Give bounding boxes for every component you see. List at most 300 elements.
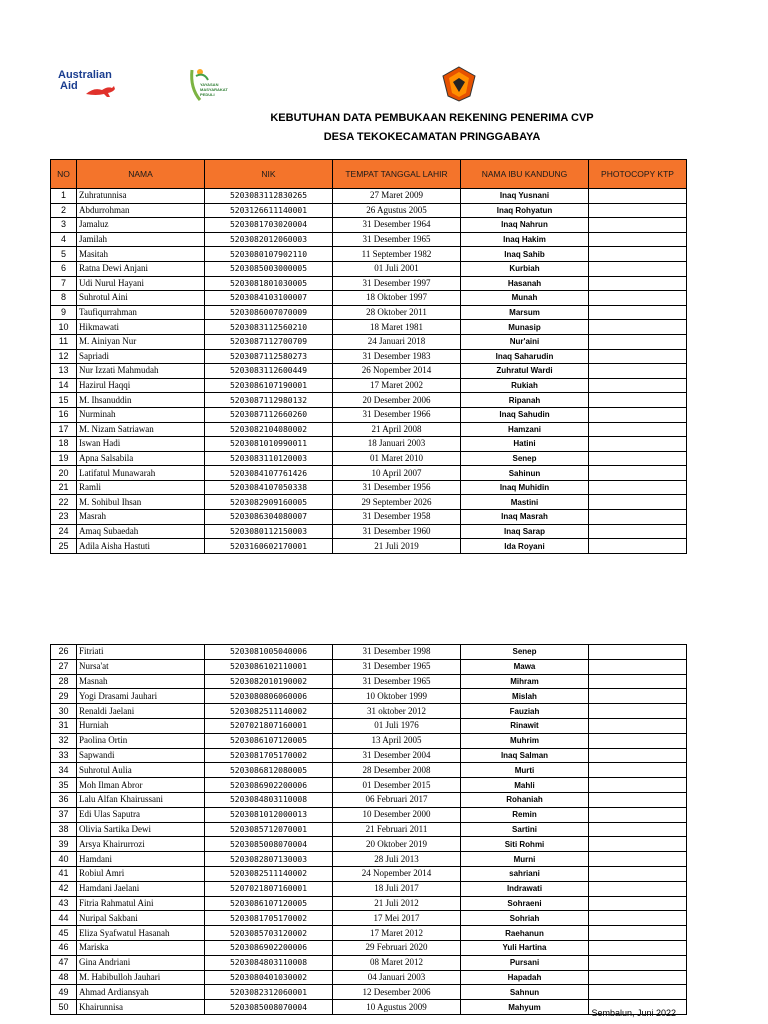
cell-ibu: Indrawati (461, 881, 589, 896)
table-row (51, 689, 687, 704)
cell-nama: Fitria Rahmatul Aini (77, 896, 205, 911)
cell-nama: Nur Izzati Mahmudah (77, 364, 205, 379)
cell-ttl: 29 Februari 2020 (333, 940, 461, 955)
cell-no: 48 (51, 970, 77, 985)
cell-no: 27 (51, 659, 77, 674)
cell-ibu: Murti (461, 763, 589, 778)
cell-nama: Mariska (77, 940, 205, 955)
cell-no: 34 (51, 763, 77, 778)
cell-no: 31 (51, 718, 77, 733)
cell-ttl: 01 Maret 2010 (333, 451, 461, 466)
cell-nama: Masnah (77, 674, 205, 689)
cell-ttl: 10 Desember 2000 (333, 807, 461, 822)
cell-ibu: Zuhratul Wardi (461, 364, 589, 379)
cell-no: 16 (51, 407, 77, 422)
cell-no: 36 (51, 792, 77, 807)
cell-no: 40 (51, 852, 77, 867)
cell-nama: Yogi Drasami Jauhari (77, 689, 205, 704)
cell-ttl: 31 Desember 1965 (333, 659, 461, 674)
cell-ttl: 31 Desember 2004 (333, 748, 461, 763)
cell-ibu: Nur'aini (461, 334, 589, 349)
cell-ttl: 10 Oktober 1999 (333, 689, 461, 704)
cell-nama: Iswan Hadi (77, 437, 205, 452)
cell-nik: 5203083112600449 (205, 364, 333, 379)
table-row (51, 645, 687, 660)
cell-nik: 5203086107120005 (205, 733, 333, 748)
cell-nik: 5203082909160005 (205, 495, 333, 510)
cell-ttl: 31 Desember 1964 (333, 218, 461, 233)
cell-ttl: 06 Februari 2017 (333, 792, 461, 807)
cell-nik: 5203087112700709 (205, 334, 333, 349)
cell-ktp (589, 480, 687, 495)
cell-ibu: Inaq Rohyatun (461, 203, 589, 218)
cell-nama: M. Sohibul Ihsan (77, 495, 205, 510)
cell-ttl: 31 Desember 1966 (333, 407, 461, 422)
table-row (51, 247, 687, 262)
cell-no: 12 (51, 349, 77, 364)
cell-ktp (589, 881, 687, 896)
table-row (51, 261, 687, 276)
cell-nik: 5203081012000013 (205, 807, 333, 822)
cell-ktp (589, 674, 687, 689)
cell-ktp (589, 896, 687, 911)
cell-ibu: Munasip (461, 320, 589, 335)
cell-nik: 5203126611140001 (205, 203, 333, 218)
cell-ibu: Hamzani (461, 422, 589, 437)
cell-ktp (589, 645, 687, 660)
cell-no: 44 (51, 911, 77, 926)
cell-nik: 5203083110120003 (205, 451, 333, 466)
cell-ibu: sahriani (461, 866, 589, 881)
cell-nik: 5203081010990011 (205, 437, 333, 452)
table-row (51, 822, 687, 837)
cell-ktp (589, 866, 687, 881)
cell-ttl: 12 Desember 2006 (333, 985, 461, 1000)
cell-ibu: Murni (461, 852, 589, 867)
cell-ibu: Mislah (461, 689, 589, 704)
cell-ktp (589, 291, 687, 306)
table-row (51, 334, 687, 349)
cell-no: 8 (51, 291, 77, 306)
table-row (51, 881, 687, 896)
yayasan-text: YAYASAN MASYARAKAT PEDULI (200, 82, 228, 97)
table-row (51, 510, 687, 525)
cell-ttl: 27 Maret 2009 (333, 189, 461, 204)
cell-nama: Hurniah (77, 718, 205, 733)
cell-ibu: Senep (461, 451, 589, 466)
table-row (51, 305, 687, 320)
cell-ibu: Mihram (461, 674, 589, 689)
cell-ktp (589, 539, 687, 554)
cell-ibu: Mahyum (461, 1000, 589, 1015)
cell-no: 23 (51, 510, 77, 525)
cell-nama: Fitriati (77, 645, 205, 660)
cell-ttl: 28 Oktober 2011 (333, 305, 461, 320)
cell-ibu: Inaq Salman (461, 748, 589, 763)
beneficiary-table-part2 (50, 644, 687, 1015)
cell-ibu: Kurbiah (461, 261, 589, 276)
cell-no: 41 (51, 866, 77, 881)
cell-ttl: 31 Desember 1956 (333, 480, 461, 495)
cell-no: 15 (51, 393, 77, 408)
cell-ibu: Ida Royani (461, 539, 589, 554)
cell-ktp (589, 940, 687, 955)
cell-ttl: 24 Januari 2018 (333, 334, 461, 349)
cell-nama: Zuhratunnisa (77, 189, 205, 204)
cell-nama: Jamaluz (77, 218, 205, 233)
cell-no: 22 (51, 495, 77, 510)
table-row (51, 524, 687, 539)
table-row (51, 659, 687, 674)
cell-ktp (589, 659, 687, 674)
cell-ttl: 31 Desember 1965 (333, 232, 461, 247)
table-row (51, 733, 687, 748)
cell-ktp (589, 247, 687, 262)
cell-ktp (589, 852, 687, 867)
table-row (51, 763, 687, 778)
australian-aid-line1: Australian (58, 69, 112, 81)
cell-nik: 5203085712070001 (205, 822, 333, 837)
cell-ktp (589, 911, 687, 926)
table-row (51, 807, 687, 822)
place-date-footer: Sembalun, Juni 2022 (591, 1008, 676, 1018)
cell-nama: Ramli (77, 480, 205, 495)
col-header-no: NO (51, 160, 77, 189)
cell-ibu: Fauziah (461, 704, 589, 719)
col-header-nama: NAMA (77, 160, 205, 189)
cell-ttl: 01 Juli 1976 (333, 718, 461, 733)
cell-no: 47 (51, 955, 77, 970)
cell-ktp (589, 364, 687, 379)
table-row (51, 203, 687, 218)
table-row (51, 480, 687, 495)
cell-ttl: 31 Desember 1997 (333, 276, 461, 291)
cell-nik: 5203085008070004 (205, 1000, 333, 1015)
table-row (51, 792, 687, 807)
cell-nik: 5203082807130003 (205, 852, 333, 867)
cell-ttl: 01 Desember 2015 (333, 778, 461, 793)
cell-ibu: Rukiah (461, 378, 589, 393)
cell-ibu: Mastini (461, 495, 589, 510)
cell-no: 1 (51, 189, 77, 204)
cell-nik: 5203086812080005 (205, 763, 333, 778)
cell-ktp (589, 807, 687, 822)
cell-nama: Masrah (77, 510, 205, 525)
cell-nama: Gina Andriani (77, 955, 205, 970)
cell-nik: 5203081703020004 (205, 218, 333, 233)
cell-nama: Lalu Alfan Khairussani (77, 792, 205, 807)
cell-ttl: 28 Desember 2008 (333, 763, 461, 778)
cell-ktp (589, 378, 687, 393)
cell-ibu: Senep (461, 645, 589, 660)
cell-nama: Amaq Subaedah (77, 524, 205, 539)
cell-no: 4 (51, 232, 77, 247)
cell-no: 50 (51, 1000, 77, 1015)
cell-no: 38 (51, 822, 77, 837)
cell-ibu: Inaq Muhidin (461, 480, 589, 495)
cell-no: 6 (51, 261, 77, 276)
cell-nama: Nurminah (77, 407, 205, 422)
cell-ttl: 04 Januari 2003 (333, 970, 461, 985)
cell-nik: 5203086102110001 (205, 659, 333, 674)
cell-no: 2 (51, 203, 77, 218)
cell-no: 9 (51, 305, 77, 320)
cell-ibu: Hatini (461, 437, 589, 452)
cell-ibu: Inaq Sahudin (461, 407, 589, 422)
cell-ttl: 17 Maret 2012 (333, 926, 461, 941)
table-row (51, 837, 687, 852)
cell-nik: 5203083112830265 (205, 189, 333, 204)
cell-nama: Abdurrohman (77, 203, 205, 218)
cell-ttl: 01 Juli 2001 (333, 261, 461, 276)
cell-ktp (589, 422, 687, 437)
cell-nama: Renaldi Jaelani (77, 704, 205, 719)
cell-ttl: 17 Mei 2017 (333, 911, 461, 926)
cell-no: 19 (51, 451, 77, 466)
cell-nama: Udi Nurul Hayani (77, 276, 205, 291)
cell-nik: 5203160602170001 (205, 539, 333, 554)
cell-nik: 5203084803110008 (205, 792, 333, 807)
cell-no: 43 (51, 896, 77, 911)
table-row (51, 970, 687, 985)
table-row (51, 189, 687, 204)
cell-nik: 5203086304080007 (205, 510, 333, 525)
cell-ktp (589, 495, 687, 510)
cell-nik: 5203086902200006 (205, 778, 333, 793)
cell-no: 49 (51, 985, 77, 1000)
cell-ttl: 17 Maret 2002 (333, 378, 461, 393)
cell-nama: M. Ihsanuddin (77, 393, 205, 408)
cell-ibu: Sohriah (461, 911, 589, 926)
cell-ibu: Marsum (461, 305, 589, 320)
cell-ktp (589, 792, 687, 807)
cell-nama: Edi Ulas Saputra (77, 807, 205, 822)
cell-ttl: 31 oktober 2012 (333, 704, 461, 719)
cell-no: 3 (51, 218, 77, 233)
cell-nama: Sapwandi (77, 748, 205, 763)
cell-nik: 5203085003000005 (205, 261, 333, 276)
cell-ttl: 20 Desember 2006 (333, 393, 461, 408)
cell-nik: 5203080806060006 (205, 689, 333, 704)
cell-nama: Arsya Khairurrozi (77, 837, 205, 852)
cell-ktp (589, 718, 687, 733)
cell-nama: Jamilah (77, 232, 205, 247)
cell-no: 5 (51, 247, 77, 262)
cell-ibu: Hasanah (461, 276, 589, 291)
cell-ttl: 13 April 2005 (333, 733, 461, 748)
cell-nama: Latifatul Munawarah (77, 466, 205, 481)
table-row (51, 896, 687, 911)
cell-ktp (589, 778, 687, 793)
col-header-ttl: TEMPAT TANGGAL LAHIR (333, 160, 461, 189)
cell-ibu: Rinawit (461, 718, 589, 733)
document-subtitle: DESA TEKOKECAMATAN PRINGGABAYA (323, 131, 541, 143)
table-row (51, 926, 687, 941)
cell-ttl: 18 Juli 2017 (333, 881, 461, 896)
table-row (51, 349, 687, 364)
table-row (51, 437, 687, 452)
table-row (51, 718, 687, 733)
cell-no: 32 (51, 733, 77, 748)
cell-nama: Apna Salsabila (77, 451, 205, 466)
cell-ktp (589, 524, 687, 539)
cell-no: 25 (51, 539, 77, 554)
cell-ktp (589, 704, 687, 719)
cell-ttl: 29 September 2026 (333, 495, 461, 510)
cell-ttl: 10 Agustus 2009 (333, 1000, 461, 1015)
cell-nik: 5203087112660260 (205, 407, 333, 422)
table-header-row (51, 160, 687, 189)
cell-nik: 5203080401030002 (205, 970, 333, 985)
cell-ktp (589, 689, 687, 704)
cell-nama: Hazirul Haqqi (77, 378, 205, 393)
cell-ibu: Inaq Yusnani (461, 189, 589, 204)
cell-no: 13 (51, 364, 77, 379)
table-row (51, 704, 687, 719)
cell-nama: Adila Aisha Hastuti (77, 539, 205, 554)
cell-ktp (589, 926, 687, 941)
cell-nama: Suhrotul Aulia (77, 763, 205, 778)
cell-no: 17 (51, 422, 77, 437)
cell-ttl: 21 Februari 2011 (333, 822, 461, 837)
cell-ktp (589, 261, 687, 276)
cell-ttl: 26 Agustus 2005 (333, 203, 461, 218)
cell-ibu: Siti Rohmi (461, 837, 589, 852)
table-row (51, 495, 687, 510)
cell-ibu: Inaq Sarap (461, 524, 589, 539)
table-row (51, 940, 687, 955)
cell-ktp (589, 466, 687, 481)
cell-nik: 5203082312060001 (205, 985, 333, 1000)
cell-nama: Robiul Amri (77, 866, 205, 881)
cell-nik: 5203085703120002 (205, 926, 333, 941)
cell-nama: Nuripal Sakbani (77, 911, 205, 926)
cell-nama: Hamdani Jaelani (77, 881, 205, 896)
cell-nama: Olivia Sartika Dewi (77, 822, 205, 837)
cell-ktp (589, 955, 687, 970)
cell-ktp (589, 985, 687, 1000)
cell-no: 14 (51, 378, 77, 393)
cell-ibu: Sohraeni (461, 896, 589, 911)
cell-nama: M. Habibulloh Jauhari (77, 970, 205, 985)
cell-ktp (589, 451, 687, 466)
cell-ibu: Ripanah (461, 393, 589, 408)
cell-nik: 5203082511140002 (205, 704, 333, 719)
cell-nik: 5203082012060003 (205, 232, 333, 247)
cell-ttl: 31 Desember 1965 (333, 674, 461, 689)
cell-ttl: 26 Nopember 2014 (333, 364, 461, 379)
cell-nik: 5203086007070009 (205, 305, 333, 320)
cell-ibu: Raehanun (461, 926, 589, 941)
cell-ibu: Inaq Saharudin (461, 349, 589, 364)
cell-ibu: Munah (461, 291, 589, 306)
cell-ktp (589, 203, 687, 218)
cell-nama: Khairunnisa (77, 1000, 205, 1015)
cell-ttl: 21 Juli 2019 (333, 539, 461, 554)
cell-nik: 5203080107902110 (205, 247, 333, 262)
cell-nama: Ratna Dewi Anjani (77, 261, 205, 276)
cell-nik: 5203084803110008 (205, 955, 333, 970)
cell-ttl: 28 Juli 2013 (333, 852, 461, 867)
table-row (51, 539, 687, 554)
cell-ktp (589, 393, 687, 408)
table-row (51, 778, 687, 793)
cell-nama: Paolina Ortin (77, 733, 205, 748)
cell-no: 10 (51, 320, 77, 335)
cell-ktp (589, 510, 687, 525)
cell-ktp (589, 320, 687, 335)
cell-nik: 5203081705170002 (205, 748, 333, 763)
cell-ibu: Remin (461, 807, 589, 822)
australian-aid-logo (58, 70, 128, 92)
table-row (51, 866, 687, 881)
australian-aid-line2: Aid (60, 80, 78, 92)
cell-no: 18 (51, 437, 77, 452)
table-row (51, 911, 687, 926)
document-title: KEBUTUHAN DATA PEMBUKAAN REKENING PENERIMA CVP (270, 112, 594, 124)
cell-ibu: Rohaniah (461, 792, 589, 807)
kangaroo-icon (84, 84, 120, 98)
cell-no: 39 (51, 837, 77, 852)
cell-no: 45 (51, 926, 77, 941)
cell-no: 35 (51, 778, 77, 793)
cell-nik: 5203085008070004 (205, 837, 333, 852)
cell-no: 20 (51, 466, 77, 481)
cell-ibu: Muhrim (461, 733, 589, 748)
table-row (51, 276, 687, 291)
cell-nama: Ahmad Ardiansyah (77, 985, 205, 1000)
cell-ibu: Sahnun (461, 985, 589, 1000)
cell-ktp (589, 218, 687, 233)
cell-nik: 5207021807160001 (205, 881, 333, 896)
cell-no: 24 (51, 524, 77, 539)
cell-nik: 5203086107190001 (205, 378, 333, 393)
cell-ttl: 18 Oktober 1997 (333, 291, 461, 306)
table-row (51, 422, 687, 437)
cell-ktp (589, 748, 687, 763)
table-row (51, 218, 687, 233)
cell-nik: 5203084107761426 (205, 466, 333, 481)
cell-ktp (589, 276, 687, 291)
cell-ktp (589, 334, 687, 349)
cell-ttl: 31 Desember 1958 (333, 510, 461, 525)
cell-nik: 5203081005040006 (205, 645, 333, 660)
cell-ktp (589, 837, 687, 852)
table-row (51, 985, 687, 1000)
cell-ktp (589, 407, 687, 422)
cell-nik: 5203084107050338 (205, 480, 333, 495)
cell-nik: 5203082010190002 (205, 674, 333, 689)
table-row (51, 407, 687, 422)
cell-nik: 5203080112150003 (205, 524, 333, 539)
cell-ktp (589, 763, 687, 778)
cell-no: 30 (51, 704, 77, 719)
cell-ktp (589, 305, 687, 320)
table-row (51, 232, 687, 247)
cell-no: 29 (51, 689, 77, 704)
cell-no: 11 (51, 334, 77, 349)
table-row (51, 393, 687, 408)
cell-nik: 5203084103100007 (205, 291, 333, 306)
cell-nama: Suhrotul Aini (77, 291, 205, 306)
col-header-ibu: NAMA IBU KANDUNG (461, 160, 589, 189)
cell-nik: 5203082104080002 (205, 422, 333, 437)
cell-nama: Taufiqurrahman (77, 305, 205, 320)
cell-no: 28 (51, 674, 77, 689)
cell-nama: Masitah (77, 247, 205, 262)
cell-nama: Sapriadi (77, 349, 205, 364)
cell-ktp (589, 189, 687, 204)
